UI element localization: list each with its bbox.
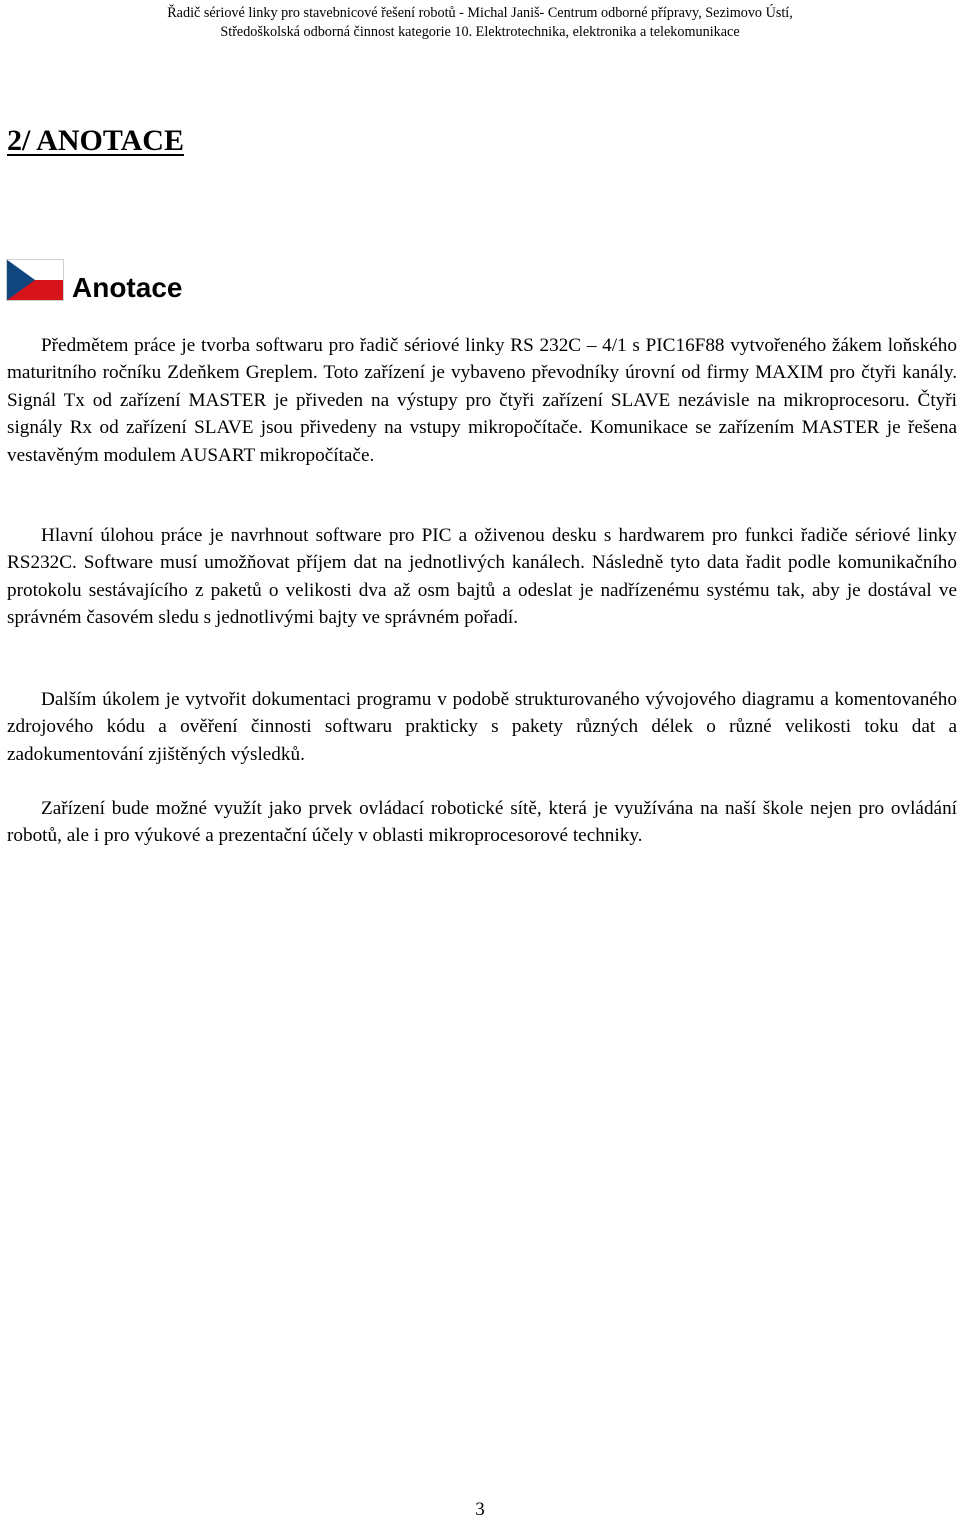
paragraph-2: Hlavní úlohou práce je navrhnout software pro PIC a oživenou desku s hardwarem pro funkci řadiče sériové linky RS232C. Software musí umožňovat příjem dat na jednotlivých kanálech. Následně tyto data řadit podle komunikačního protokolu sestávajícího z paketů o velikosti dva až osm bajtů a odeslat je nadřízenému systému tak, aby je dostával ve správném časovém sledu s jednotlivými bajty ve správném pořadí. — [7, 525, 957, 629]
header-line-1: Řadič sériové linky pro stavebnicové řešení robotů - Michal Janiš- Centrum odborné přípravy, Sezimovo Ústí, — [167, 5, 793, 21]
section-title: Anotace — [72, 272, 183, 303]
paragraph-3: Dalším úkolem je vytvořit dokumentaci programu v podobě strukturovaného vývojového diagramu a komentovaného zdrojového kódu a ověření činnosti softwaru prakticky s pakety různých délek o různé velikosti toku dat a zadokumentování zjištěných výsledků. — [7, 689, 957, 765]
czech-flag-icon — [6, 259, 64, 301]
paragraph-1: Předmětem práce je tvorba softwaru pro řadič sériové linky RS 232C – 4/1 s PIC16F88 vytvořeného žákem loňského maturitního ročníku Zdeňkem Greplem. Toto zařízení je vybaveno převodníky úrovní od firmy MAXIM pro čtyři kanály. Signál Tx od zařízení MASTER je přiveden na výstupy pro čtyři zařízení SLAVE nezávisle na mikroprocesoru. Čtyři signály Rx od zařízení SLAVE jsou přivedeny na vstupy mikropočítače. Komunikace se zařízením MASTER je řešena vestavěným modulem AUSART mikropočítače. — [7, 335, 957, 466]
paragraph-4: Zařízení bude možné využít jako prvek ovládací robotické sítě, která je využívána na naší škole nejen pro ovládání robotů, ale i pro výukové a prezentační účely v oblasti mikroprocesorové techniky. — [7, 798, 957, 847]
chapter-heading: 2/ ANOTACE — [7, 124, 184, 157]
header-line-2: Středoškolská odborná činnost kategorie 10. Elektrotechnika, elektronika a telekomunikace — [220, 24, 740, 40]
running-header — [0, 4, 960, 42]
page-number: 3 — [475, 1499, 485, 1520]
